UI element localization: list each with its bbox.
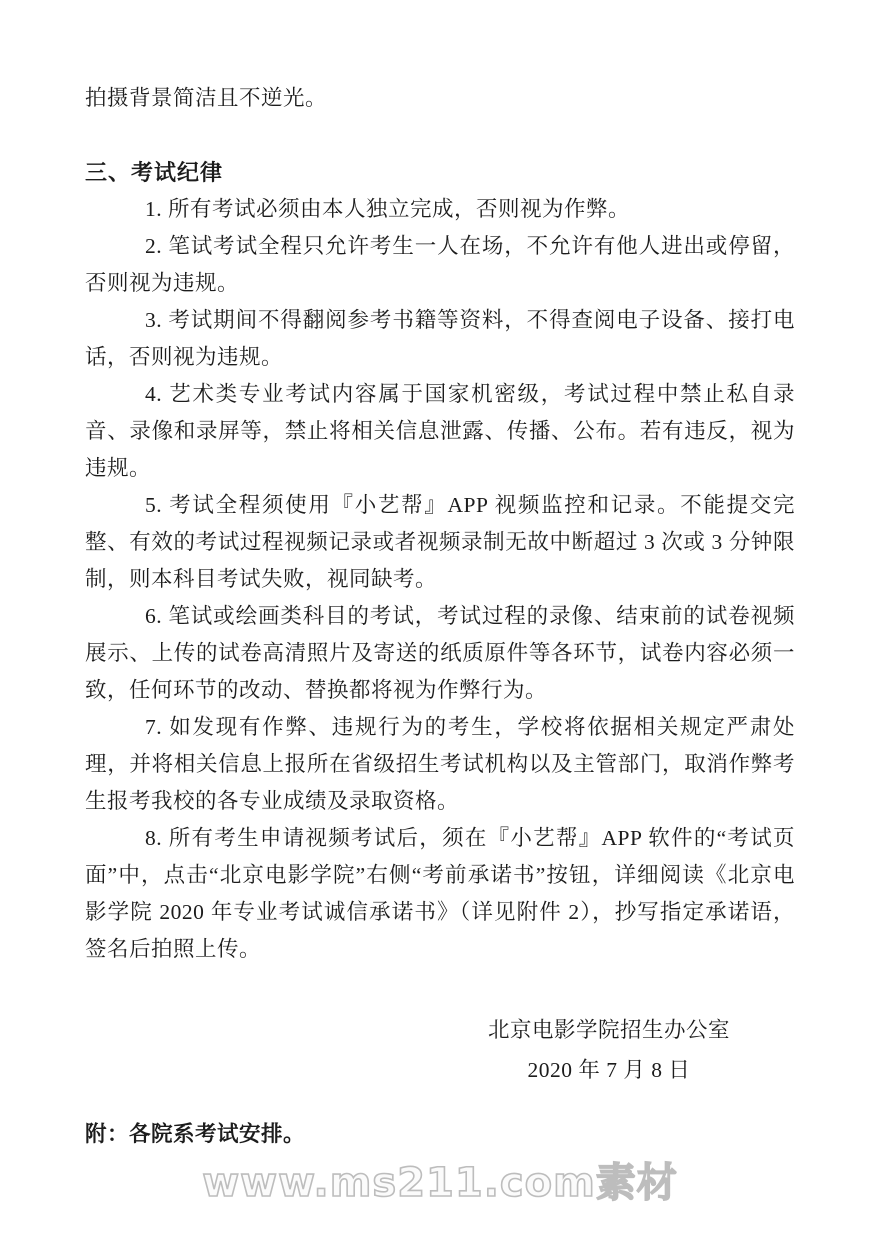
rule-item-7: 7. 如发现有作弊、违规行为的考生，学校将依据相关规定严肃处理，并将相关信息上报所在省级招生考试机构以及主管部门，取消作弊考生报考我校的各专业成绩及录取资格。 [85,715,795,813]
attachment-note: 附：各院系考试安排。 [85,1122,306,1146]
section-heading: 三、考试纪律 [85,160,224,185]
document-content [85,80,795,1153]
rule-item-8: 8. 所有考生申请视频考试后，须在『小艺帮』APP 软件的“考试页面”中，点击“北京电影学院”右侧“考前承诺书”按钮，详细阅读《北京电影学院 2020 年专业考试诚信承诺书》（详见附件 2），抄写指定承诺语，签名后拍照上传。 [85,826,795,961]
rule-item-3: 3. 考试期间不得翻阅参考书籍等资料，不得查阅电子设备、接打电话，否则视为违规。 [85,308,795,369]
continuation-text: 拍摄背景简洁且不逆光。 [85,86,328,110]
rule-item-4: 4. 艺术类专业考试内容属于国家机密级，考试过程中禁止私自录音、录像和录屏等，禁止将相关信息泄露、传播、公布。若有违反，视为违规。 [85,382,795,480]
signature-organization: 北京电影学院招生办公室 [487,1018,730,1042]
rule-item-2: 2. 笔试考试全程只允许考生一人在场，不允许有他人进出或停留，否则视为违规。 [85,234,795,295]
rule-item-6: 6. 笔试或绘画类科目的考试，考试过程的录像、结束前的试卷视频展示、上传的试卷高清照片及寄送的纸质原件等各环节，试卷内容必须一致，任何环节的改动、替换都将视为作弊行为。 [85,604,795,702]
watermark: www.ms211.com素材 [202,1160,678,1206]
signature-block [488,1010,730,1090]
rule-item-1: 1. 所有考试必须由本人独立完成，否则视为作弊。 [145,197,631,221]
signature-date: 2020 年 7 月 8 日 [527,1058,691,1082]
rule-item-5: 5. 考试全程须使用『小艺帮』APP 视频监控和记录。不能提交完整、有效的考试过程视频记录或者视频录制无故中断超过 3 次或 3 分钟限制，则本科目考试失败，视同缺考。 [85,493,795,591]
